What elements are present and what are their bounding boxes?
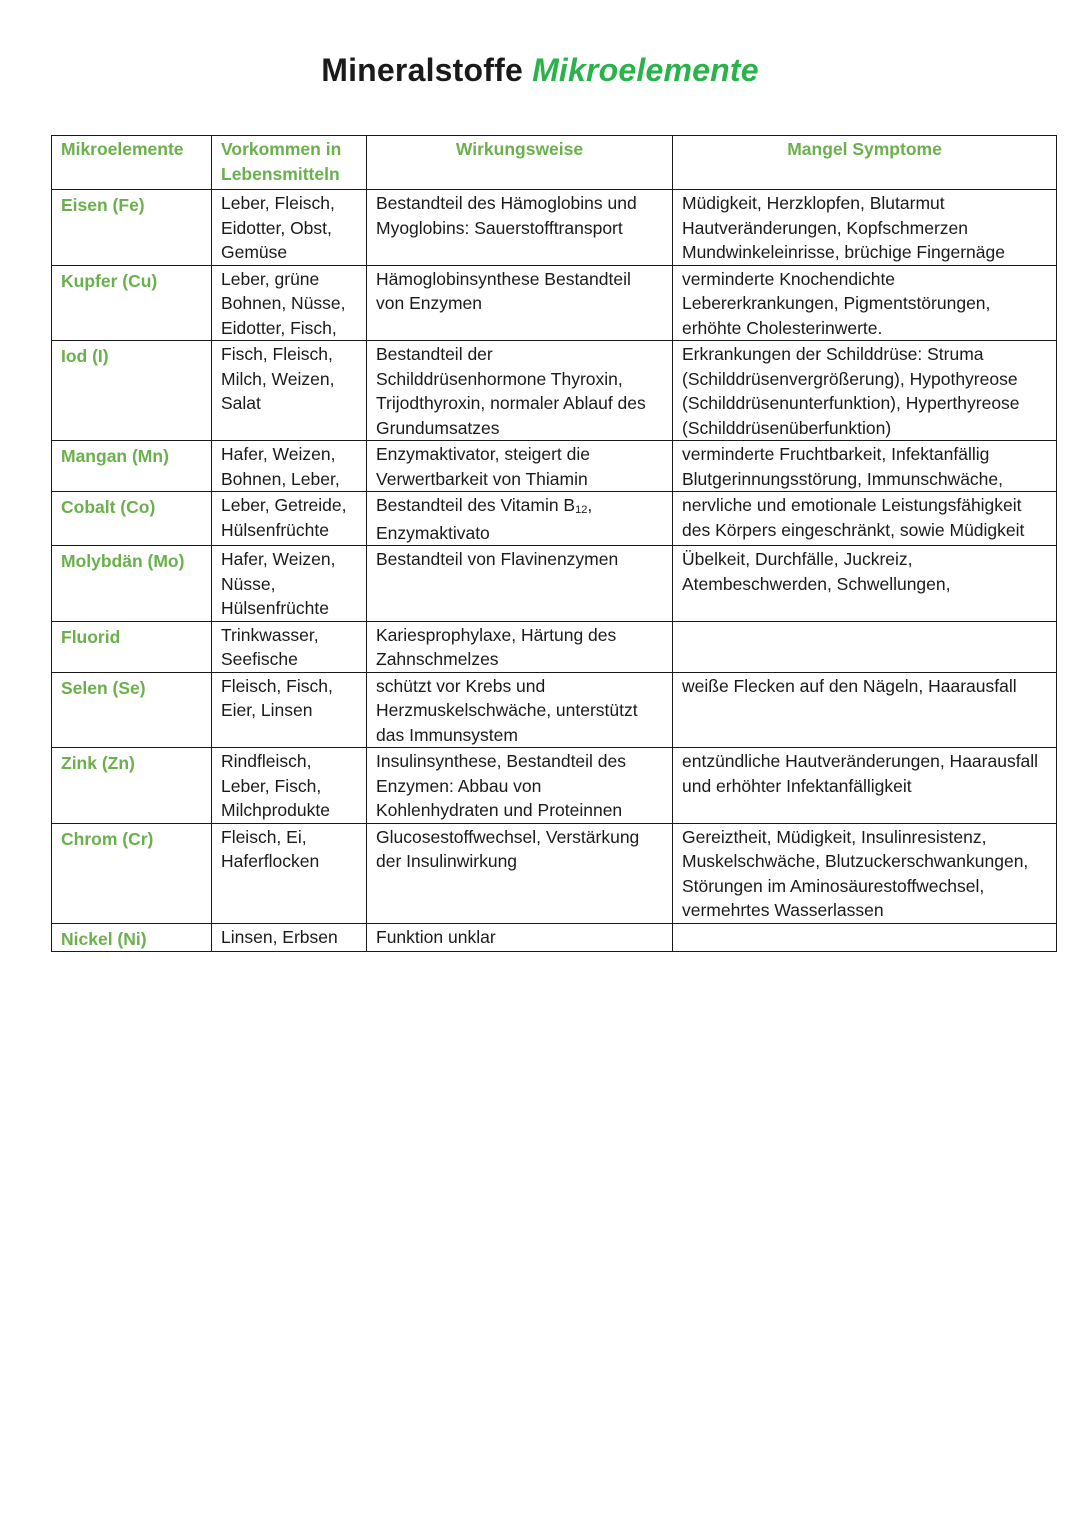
cell-sources: Hafer, Weizen, Nüsse, Hülsenfrüchte xyxy=(212,546,367,622)
table-header-row xyxy=(52,136,1057,190)
cell-sources: Trinkwasser, Seefische xyxy=(212,621,367,672)
cell-sources: Leber, grüne Bohnen, Nüsse, Eidotter, Fisch, xyxy=(212,265,367,341)
table-row xyxy=(52,621,1057,672)
cell-element: Eisen (Fe) xyxy=(52,190,212,266)
title-main: Mineralstoffe xyxy=(321,52,523,88)
cell-symptoms xyxy=(673,923,1057,952)
table-row xyxy=(52,190,1057,266)
cell-element: Zink (Zn) xyxy=(52,748,212,824)
cell-symptoms: nervliche und emotionale Leistungsfähigkeit des Körpers eingeschränkt, sowie Müdigkeit xyxy=(673,492,1057,546)
cell-element: Nickel (Ni) xyxy=(52,923,212,952)
header-symptoms: Mangel Symptome xyxy=(673,136,1057,190)
cell-element: Cobalt (Co) xyxy=(52,492,212,546)
cell-sources: Leber, Fleisch, Eidotter, Obst, Gemüse xyxy=(212,190,367,266)
function-prefix: Bestandteil des Vitamin B xyxy=(376,495,576,515)
cell-element: Chrom (Cr) xyxy=(52,823,212,923)
cell-element: Mangan (Mn) xyxy=(52,441,212,492)
cell-element: Selen (Se) xyxy=(52,672,212,748)
page-title xyxy=(0,52,1080,89)
cell-symptoms xyxy=(673,621,1057,672)
function-subscript: 12 xyxy=(575,504,588,516)
cell-element: Fluorid xyxy=(52,621,212,672)
cell-symptoms: Erkrankungen der Schilddrüse: Struma (Schilddrüsenvergrößerung), Hypothyreose (Schilddrüsenunterfunktion), Hyperthyreose (Schilddrüsenüberfunktion) xyxy=(673,341,1057,441)
table-row xyxy=(52,265,1057,341)
header-element: Mikroelemente xyxy=(52,136,212,190)
function-suffix: , Enzymaktivato xyxy=(376,495,593,543)
cell-function xyxy=(367,492,673,546)
table-row xyxy=(52,748,1057,824)
cell-symptoms: verminderte Knochendichte Lebererkrankungen, Pigmentstörungen, erhöhte Cholesterinwerte. xyxy=(673,265,1057,341)
cell-element: Iod (I) xyxy=(52,341,212,441)
cell-function: Funktion unklar xyxy=(367,923,673,952)
cell-symptoms: weiße Flecken auf den Nägeln, Haarausfall xyxy=(673,672,1057,748)
cell-symptoms: verminderte Fruchtbarkeit, Infektanfällig Blutgerinnungsstörung, Immunschwäche, xyxy=(673,441,1057,492)
cell-function: Insulinsynthese, Bestandteil des Enzymen: Abbau von Kohlenhydraten und Proteinnen xyxy=(367,748,673,824)
table-row xyxy=(52,546,1057,622)
cell-function: Bestandteil des Hämoglobins und Myoglobins: Sauerstofftransport xyxy=(367,190,673,266)
cell-sources: Linsen, Erbsen xyxy=(212,923,367,952)
table-row xyxy=(52,492,1057,546)
cell-function: Bestandteil von Flavinenzymen xyxy=(367,546,673,622)
table-row xyxy=(52,441,1057,492)
table-row xyxy=(52,823,1057,923)
cell-function: Enzymaktivator, steigert die Verwertbarkeit von Thiamin xyxy=(367,441,673,492)
cell-element: Molybdän (Mo) xyxy=(52,546,212,622)
table-row xyxy=(52,672,1057,748)
cell-function: Glucosestoffwechsel, Verstärkung der Insulinwirkung xyxy=(367,823,673,923)
header-function: Wirkungsweise xyxy=(367,136,673,190)
cell-sources: Rindfleisch, Leber, Fisch, Milchprodukte xyxy=(212,748,367,824)
cell-symptoms: Übelkeit, Durchfälle, Juckreiz, Atembeschwerden, Schwellungen, xyxy=(673,546,1057,622)
cell-symptoms: entzündliche Hautveränderungen, Haarausfall und erhöhter Infektanfälligkeit xyxy=(673,748,1057,824)
cell-sources: Fleisch, Fisch, Eier, Linsen xyxy=(212,672,367,748)
cell-function: schützt vor Krebs und Herzmuskelschwäche, unterstützt das Immunsystem xyxy=(367,672,673,748)
cell-symptoms: Müdigkeit, Herzklopfen, Blutarmut Hautveränderungen, Kopfschmerzen Mundwinkeleinrisse, brüchige Fingernäge xyxy=(673,190,1057,266)
table-row xyxy=(52,341,1057,441)
microelements-table xyxy=(51,135,1057,952)
cell-function: Bestandteil der Schilddrüsenhormone Thyroxin, Trijodthyroxin, normaler Ablauf des Grundumsatzes xyxy=(367,341,673,441)
title-accent: Mikroelemente xyxy=(532,52,759,88)
table-row xyxy=(52,923,1057,952)
cell-element: Kupfer (Cu) xyxy=(52,265,212,341)
cell-sources: Fisch, Fleisch, Milch, Weizen, Salat xyxy=(212,341,367,441)
cell-symptoms: Gereiztheit, Müdigkeit, Insulinresistenz, Muskelschwäche, Blutzuckerschwankungen, Störungen im Aminosäurestoffwechsel, vermehrtes Wasserlassen xyxy=(673,823,1057,923)
cell-sources: Leber, Getreide, Hülsenfrüchte xyxy=(212,492,367,546)
cell-sources: Fleisch, Ei, Haferflocken xyxy=(212,823,367,923)
cell-function: Hämoglobinsynthese Bestandteil von Enzymen xyxy=(367,265,673,341)
header-sources: Vorkommen in Lebensmitteln xyxy=(212,136,367,190)
cell-function: Kariesprophylaxe, Härtung des Zahnschmelzes xyxy=(367,621,673,672)
cell-sources: Hafer, Weizen, Bohnen, Leber, xyxy=(212,441,367,492)
